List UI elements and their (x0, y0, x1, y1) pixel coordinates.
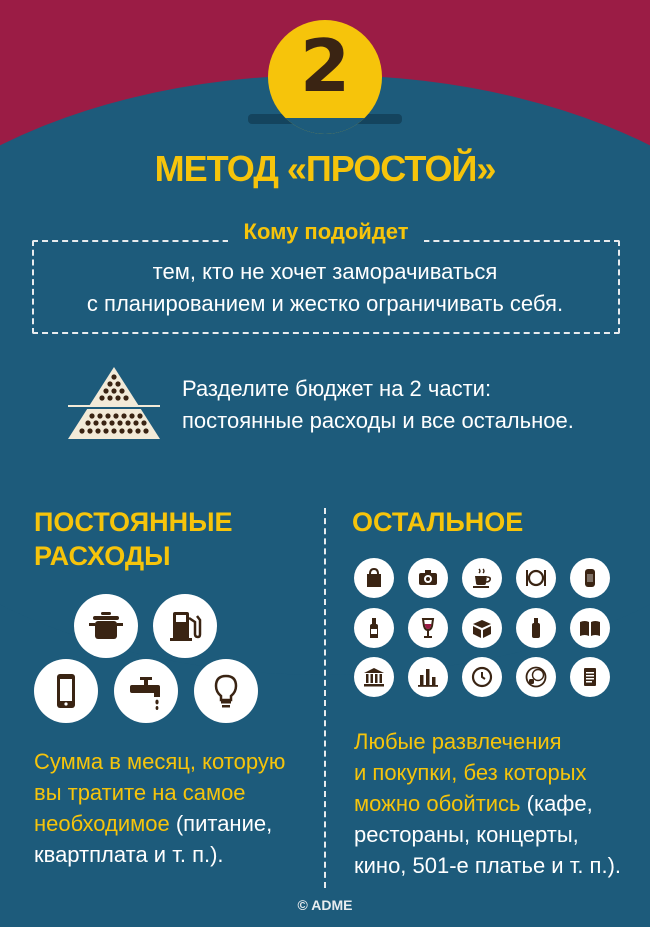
other-desc-line-3 (354, 788, 644, 819)
credit: © ADME (297, 897, 353, 913)
fixed-heading-line-2: РАСХОДЫ (34, 541, 171, 571)
split-line-1: Разделите бюджет на 2 части: (182, 376, 492, 401)
faucet-icon (114, 659, 178, 723)
other-desc-rest: (кафе, (520, 791, 593, 816)
phone-icon (34, 659, 98, 723)
perfume-icon (516, 608, 556, 648)
fixed-heading-line-1: ПОСТОЯННЫЕ (34, 507, 233, 537)
who-label: Кому подойдет (228, 219, 424, 245)
other-desc-line-2: и покупки, без которых (354, 760, 587, 785)
fixed-desc-highlight: необходимое (34, 811, 170, 836)
fixed-desc-line-3 (34, 808, 319, 839)
book-icon (570, 608, 610, 648)
can-icon (570, 558, 610, 598)
fixed-heading (34, 505, 233, 573)
page-title: МЕТОД «ПРОСТОЙ» (154, 148, 496, 189)
fuel-pump-icon (153, 594, 217, 658)
fixed-desc-line-1: Сумма в месяц, которую (34, 749, 286, 774)
other-desc-line-1: Любые развлечения (354, 729, 562, 754)
lightbulb-icon (194, 659, 258, 723)
wine-glass-icon (408, 608, 448, 648)
bottle-icon (354, 608, 394, 648)
badge-number: 2 (299, 24, 351, 108)
other-description (354, 726, 644, 881)
other-desc-line-5: кино, 501-е платье и т. п.). (354, 853, 622, 878)
who-line-1: тем, кто не хочет заморачиваться (152, 259, 498, 284)
other-heading: ОСТАЛЬНОЕ (352, 507, 524, 537)
chart-icon (408, 657, 448, 697)
plate-icon (516, 558, 556, 598)
badge-clip (268, 118, 382, 134)
other-desc-highlight: можно обойтись (354, 791, 521, 816)
pyramid-icon (66, 365, 162, 443)
fixed-description (34, 746, 319, 870)
shopping-bag-icon (354, 558, 394, 598)
fixed-desc-line-4: квартплата и т. п.). (34, 842, 224, 867)
column-divider (324, 508, 326, 888)
fixed-desc-line-2: вы тратите на самое (34, 780, 246, 805)
museum-icon (354, 657, 394, 697)
phone-24-icon (516, 657, 556, 697)
split-line-2: постоянные расходы и все остальное. (182, 408, 574, 433)
other-desc-line-4: рестораны, концерты, (354, 822, 579, 847)
clock-icon (462, 657, 502, 697)
document-icon (570, 657, 610, 697)
coffee-cup-icon (462, 558, 502, 598)
fixed-desc-rest: (питание, (169, 811, 273, 836)
who-text (40, 256, 610, 320)
camera-icon (408, 558, 448, 598)
who-line-2: с планированием и жестко ограничивать себя. (86, 291, 564, 316)
pot-icon (74, 594, 138, 658)
split-text (182, 373, 622, 437)
number-badge (268, 20, 382, 134)
gift-box-icon (462, 608, 502, 648)
